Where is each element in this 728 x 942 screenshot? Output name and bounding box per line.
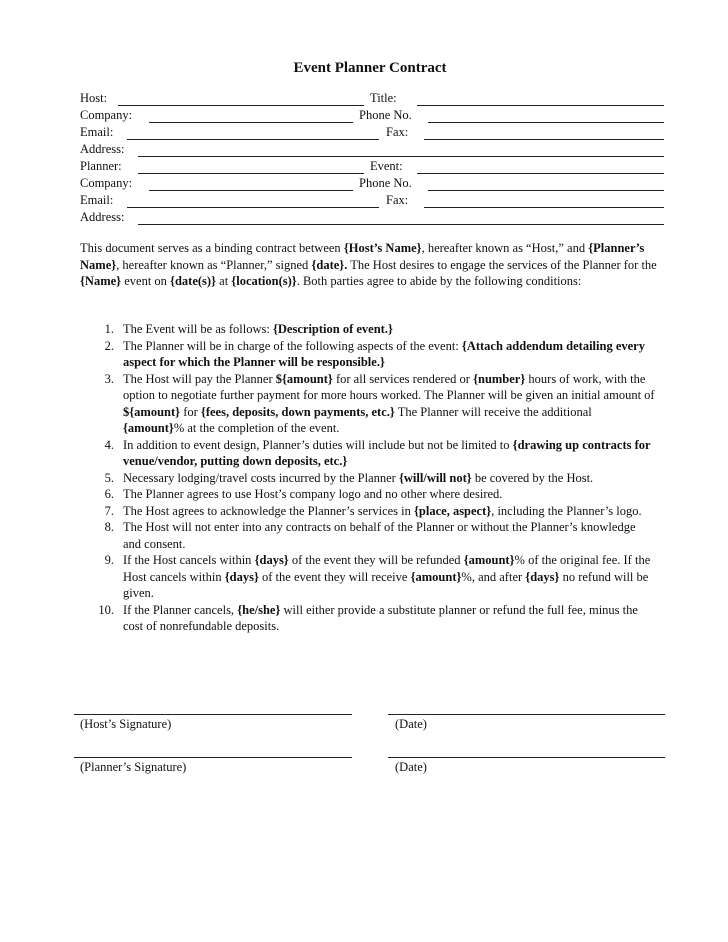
- body-text: , including the Planner’s logo.: [491, 503, 642, 518]
- body-text: The Planner will be in charge of the following aspects of the event:: [123, 338, 462, 353]
- body-text: % of the original fee. If the Host cancels within: [123, 553, 651, 584]
- placeholder-text: {date}.: [311, 257, 348, 272]
- body-text: will either provide a substitute planner or refund the full fee, minus the cost of nonrefundable deposits.: [123, 602, 638, 633]
- condition-item: [80, 552, 655, 602]
- placeholder-text: {amount}: [123, 421, 174, 435]
- condition-number: 4.: [104, 437, 114, 452]
- placeholder-text: {Host’s Name}: [343, 241, 422, 255]
- condition-item: [80, 321, 655, 338]
- host-date-line[interactable]: [388, 714, 665, 715]
- body-text: % at the completion of the event.: [173, 421, 340, 435]
- host-field-line[interactable]: [118, 105, 364, 106]
- host-phone-field-line[interactable]: [428, 122, 664, 123]
- planner-field-line[interactable]: [138, 173, 364, 174]
- body-text: hours of work, with the option to negotiate further payment for more hours worked. The Planner will be given an initial amount of: [123, 371, 655, 402]
- title-field-line[interactable]: [417, 105, 664, 106]
- placeholder-text: {amount}: [463, 553, 515, 567]
- body-text: , hereafter known as “Planner,” signed: [116, 257, 312, 272]
- phone-label: Phone No.: [359, 176, 412, 190]
- placeholder-text: {location(s)}: [231, 274, 297, 288]
- host-signature-line[interactable]: [74, 714, 352, 715]
- planner-address-field-line[interactable]: [138, 224, 664, 225]
- body-text: The Host desires to engage the services of the Planner for the: [347, 257, 657, 272]
- body-text: event on: [121, 274, 171, 288]
- planner-address-row: [80, 210, 670, 227]
- body-text: . Both parties agree to abide by the following conditions:: [296, 274, 582, 288]
- host-address-field-line[interactable]: [138, 156, 664, 157]
- placeholder-text: {days}: [254, 553, 289, 567]
- placeholder-text: {fees, deposits, down payments, etc.}: [200, 404, 395, 419]
- event-field-line[interactable]: [417, 173, 664, 174]
- placeholder-text: {number}: [473, 371, 526, 386]
- condition-item: [80, 338, 655, 371]
- condition-number: 1.: [104, 322, 114, 336]
- condition-number: 7.: [104, 503, 114, 518]
- body-text: The Host agrees to acknowledge the Planner’s services in: [123, 503, 414, 518]
- host-label: Host:: [80, 91, 108, 105]
- condition-item: [80, 602, 655, 635]
- placeholder-text: {Name}: [80, 274, 122, 288]
- condition-number: 5.: [104, 470, 114, 485]
- planner-email-row: [80, 193, 670, 210]
- body-text: The Host will pay the Planner: [123, 371, 276, 386]
- address-label: Address:: [80, 142, 125, 156]
- placeholder-text: {he/she}: [237, 602, 281, 617]
- conditions-list: [80, 321, 655, 635]
- condition-item: [80, 470, 655, 487]
- body-text: Necessary lodging/travel costs incurred by the Planner: [123, 470, 399, 485]
- host-date-label: (Date): [395, 717, 427, 731]
- condition-item: [80, 437, 655, 470]
- planner-label: Planner:: [80, 159, 122, 173]
- body-text: If the Host cancels within: [123, 553, 255, 567]
- host-company-field-line[interactable]: [149, 122, 353, 123]
- body-text: The Host will not enter into any contracts on behalf of the Planner or without the Planner’s knowledge and consent.: [123, 520, 636, 551]
- condition-item: [80, 503, 655, 520]
- body-text: of the event they will be refunded: [288, 553, 464, 567]
- placeholder-text: {will/will not}: [398, 470, 472, 485]
- body-text: In addition to event design, Planner’s duties will include but not be limited to: [123, 437, 513, 452]
- host-company-row: [80, 108, 670, 125]
- host-fax-field-line[interactable]: [424, 139, 664, 140]
- body-text: If the Planner cancels,: [123, 602, 238, 617]
- fax-label: Fax:: [386, 193, 409, 207]
- placeholder-text: ${amount}: [275, 371, 333, 386]
- condition-number: 8.: [104, 520, 114, 534]
- planner-row: [80, 159, 670, 176]
- placeholder-text: ${amount}: [123, 404, 181, 419]
- condition-number: 6.: [104, 487, 114, 501]
- condition-item: [80, 486, 655, 503]
- placeholder-text: {days}: [224, 569, 259, 584]
- planner-company-row: [80, 176, 670, 193]
- host-email-row: [80, 125, 670, 142]
- fax-label: Fax:: [386, 125, 409, 139]
- condition-number: 2.: [104, 338, 114, 353]
- body-text: at: [216, 274, 232, 288]
- email-label: Email:: [80, 193, 114, 207]
- placeholder-text: {place, aspect}: [414, 503, 492, 518]
- planner-signature-label: (Planner’s Signature): [80, 760, 187, 774]
- title-label: Title:: [370, 91, 397, 105]
- host-signature-label: (Host’s Signature): [80, 717, 172, 731]
- document-title: Event Planner Contract: [293, 60, 447, 76]
- body-text: %, and after: [461, 569, 526, 584]
- placeholder-text: {drawing up contracts for venue/vendor, putting down deposits, etc.}: [123, 437, 651, 468]
- body-text: of the event they will receive: [258, 569, 411, 584]
- host-email-field-line[interactable]: [127, 139, 379, 140]
- address-label: Address:: [80, 210, 125, 224]
- planner-date-label: (Date): [395, 760, 427, 774]
- phone-label: Phone No.: [359, 108, 412, 122]
- placeholder-text: {date(s)}: [170, 274, 217, 288]
- condition-item: [80, 519, 655, 552]
- intro-paragraph: [80, 240, 660, 290]
- host-address-row: [80, 142, 670, 159]
- event-label: Event:: [370, 159, 403, 173]
- placeholder-text: {amount}: [410, 569, 462, 584]
- company-label: Company:: [80, 176, 133, 190]
- placeholder-text: {Description of event.}: [272, 322, 393, 336]
- condition-number: 9.: [104, 553, 114, 567]
- planner-signature-line[interactable]: [74, 757, 352, 758]
- company-label: Company:: [80, 108, 133, 122]
- body-text: The Planner agrees to use Host’s company logo and no other where desired.: [123, 487, 503, 501]
- planner-phone-field-line[interactable]: [428, 190, 664, 191]
- placeholder-text: {days}: [525, 569, 560, 584]
- host-row: [80, 91, 670, 108]
- planner-company-field-line[interactable]: [149, 190, 353, 191]
- planner-fax-field-line[interactable]: [424, 207, 664, 208]
- body-text: no refund will be given.: [123, 569, 649, 600]
- body-text: be covered by the Host.: [471, 470, 594, 485]
- body-text: The Event will be as follows:: [123, 322, 273, 336]
- body-text: for: [180, 404, 201, 419]
- body-text: , hereafter known as “Host,” and: [421, 241, 589, 255]
- body-text: for all services rendered or: [332, 371, 474, 386]
- planner-email-field-line[interactable]: [127, 207, 379, 208]
- email-label: Email:: [80, 125, 114, 139]
- condition-number: 3.: [104, 371, 114, 386]
- placeholder-text: {Planner’s Name}: [80, 241, 645, 272]
- condition-number: 10.: [98, 602, 114, 617]
- condition-item: [80, 371, 655, 437]
- planner-date-line[interactable]: [388, 757, 665, 758]
- body-text: This document serves as a binding contract between: [80, 241, 344, 255]
- body-text: The Planner will receive the additional: [394, 404, 592, 419]
- placeholder-text: {Attach addendum detailing every aspect for which the Planner will be responsible.}: [123, 338, 645, 369]
